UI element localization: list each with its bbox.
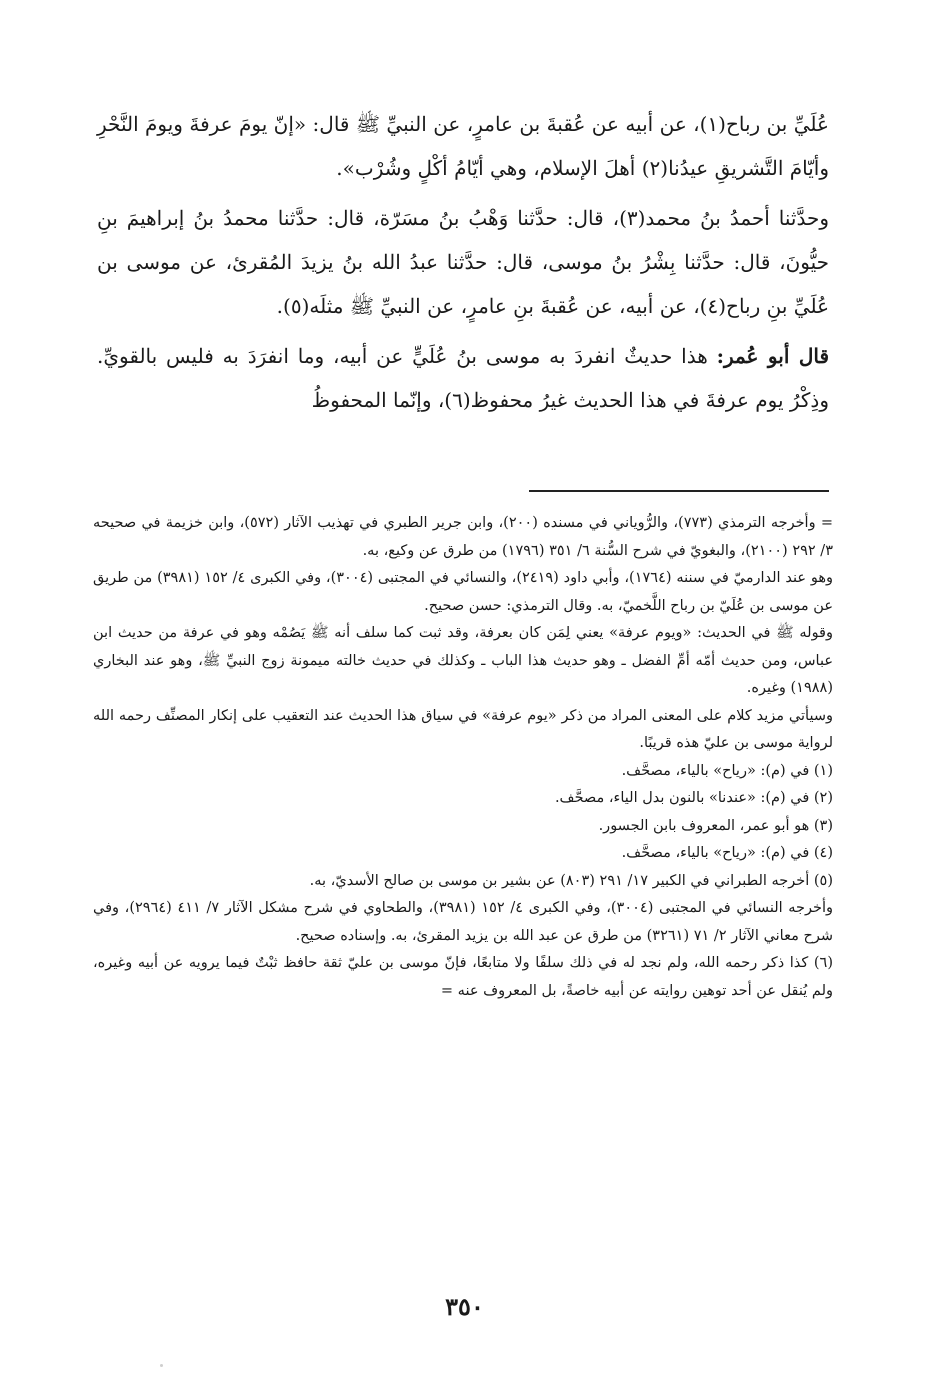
footnote-continuation: = وأخرجه الترمذي (٧٧٣)، والرُّوياني في مسنده (٢٠٠)، وابن جرير الطبري في تهذيب الآثار (٥٧٢)، وابن خزيمة في صحيحه ٣/ ٢٩٢ (٢١٠٠)، والبغويّ في شرح السُّنة ٦/ ٣٥١ (١٧٩٦) من طرق عن وكيع، به.	[93, 510, 833, 565]
footnote-line: وهو عند الدارميّ في سننه (١٧٦٤)، وأبي داود (٢٤١٩)، والنسائي في المجتبى (٣٠٠٤)، وفي الكبرى ٤/ ١٥٢ (٣٩٨١) من طريق عن موسى بن عُلَيّ بن رباح اللَّخميّ، به. وقال الترمذي: حسن صحيح.	[93, 570, 833, 614]
footnotes	[93, 510, 833, 1005]
footnote-4: (٤) في (م): «رياح» بالياء، مصحَّف.	[621, 845, 833, 861]
footnote-2: (٢) في (م): «عندنا» بالنون بدل الياء، مصحَّف.	[554, 790, 833, 806]
footnote-line: وسيأتي مزيد كلام على المعنى المراد من ذكر «يوم عرفة» في سياق هذا الحديث عند التعقيب على إنكار المصنِّف رحمه الله لرواية موسى بن عليّ هذه قريبًا.	[93, 707, 833, 751]
main-paragraph-3	[97, 334, 829, 422]
footnote-1: (١) في (م): «رياح» بالياء، مصحَّف.	[621, 762, 833, 779]
main-paragraph-3-text: هذا حديثٌ انفردَ به موسى بنُ عُلَيٍّ عن أبيه، وما انفرَدَ به فليس بالقويِّ. وذِكْرُ يوم عرفةَ في هذا الحديث غيرُ محفوظ(٦)، وإنّما المحفوظُ	[97, 344, 829, 412]
main-text	[97, 102, 829, 428]
speaker-label: قال أبو عُمر:	[716, 344, 829, 368]
main-paragraph-2: وحدَّثنا أحمدُ بنُ محمد(٣)، قال: حدَّثنا وَهْبُ بنُ مسَرّة، قال: حدَّثنا محمدُ بنُ إبراهيمَ بنِ حيُّونَ، قال: حدَّثنا بِشْرُ بنُ موسى، قال: حدَّثنا عبدُ الله بنُ يزيدَ المُقرئ، عن موسى بن عُلَيِّ بنِ رباح(٤)، عن أبيه، عن عُقبةَ بنِ عامرٍ، عن النبيِّ ﷺ مثلَه(٥).	[97, 206, 830, 318]
footnote-line: وقوله ﷺ في الحديث: «ويوم عرفة» يعني لِمَن كان بعرفة، وقد ثبت كما سلف أنه ﷺ يَصُمْه وهو في عرفة من حديث ابن عباس، ومن حديث أمّه أمِّ الفضل ـ وهو حديث هذا الباب ـ وكذلك في حديث خالته ميمونة زوج النبيِّ ﷺ، وهو عند البخاري (١٩٨٨) وغيره.	[93, 625, 833, 696]
footnote-5: (٥) أخرجه الطبراني في الكبير ١٧/ ٢٩١ (٨٠٣) عن بشير بن موسى بن صالح الأسديّ، به.	[309, 872, 833, 889]
footnote-6: (٦) كذا ذكر رحمه الله، ولم نجد له في ذلك سلفًا ولا متابعًا، فإنّ موسى بن عليّ ثقة حافظ ثبْتٌ فيما يرويه عن أبيه وغيره، ولم يُنقل عن أحد توهين روايته عن أبيه خاصةً، بل المعروف عنه =	[93, 955, 833, 999]
main-paragraph-1: عُلَيِّ بن رباح(١)، عن أبيه عن عُقبةَ بن عامرٍ، عن النبيِّ ﷺ قال: «إنّ يومَ عرفةَ ويومَ النَّحْرِ وأيّامَ التَّشريقِ عيدُنا(٢) أهلَ الإسلام، وهي أيّامُ أكْلٍ وشُرْب».	[97, 112, 829, 180]
footnote-separator	[529, 490, 829, 492]
footnote-3: (٣) هو أبو عمر، المعروف بابن الجسور.	[598, 817, 833, 834]
scan-speck	[160, 1364, 163, 1367]
page-number: ٣٥٠	[445, 1292, 484, 1321]
footnote-5-continued: وأخرجه النسائي في المجتبى (٣٠٠٤)، وفي الكبرى ٤/ ١٥٢ (٣٩٨١)، والطحاوي في شرح مشكل الآثار ٧/ ٤١١ (٢٩٦٤)، وفي شرح معاني الآثار ٢/ ٧١ (٣٢٦١) من طرق عن عبد الله بن يزيد المقرئ، به. وإسناده صحيح.	[93, 900, 834, 944]
